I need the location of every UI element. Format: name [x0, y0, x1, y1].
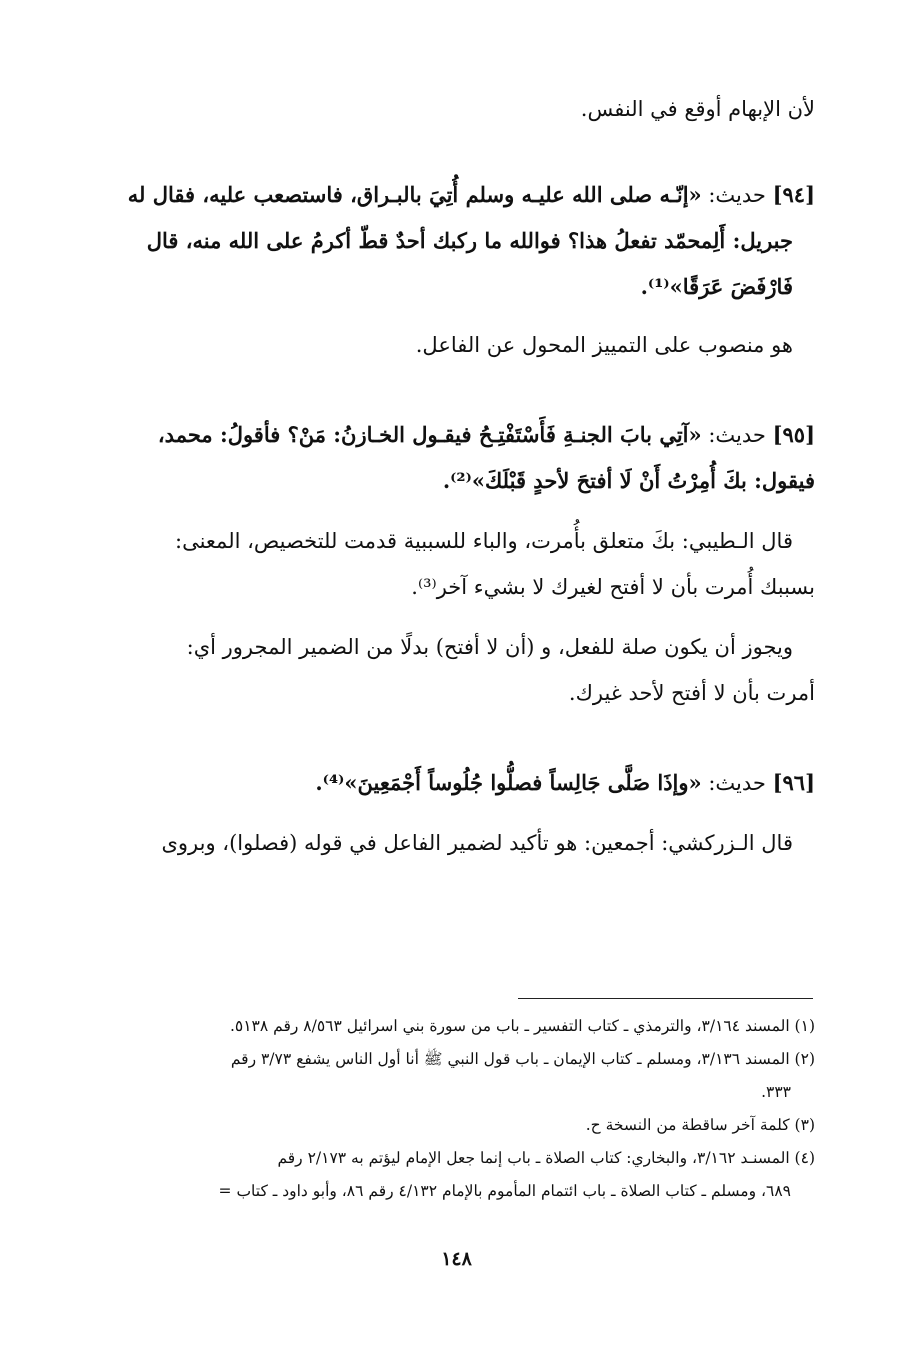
yajuz-line-2: أمرت بأن لا أفتح لأحد غيرك. — [568, 681, 815, 705]
hadith-96 — [70, 760, 815, 806]
yajuz-paragraph — [70, 624, 815, 716]
hadith-94-line-3: فَارْفَضَ عَرَقًا»⁽¹⁾. — [640, 274, 793, 299]
hadith-95 — [70, 412, 815, 504]
hadith-96-number: [٩٦] — [772, 770, 815, 795]
hadith-94-label: حديث: — [701, 183, 773, 207]
hadith-95-text: «آتِي بابَ الجنـةِ فَأَسْتَفْتِـحُ فيقـول الخـازنُ: مَنْ؟ فأقولُ: محمد، — [157, 422, 702, 447]
tibi-line-2: بسببك أُمرت بأن لا أفتح لغيرك لا بشيء آخر⁽³⁾. — [411, 575, 815, 599]
tibi-paragraph — [70, 518, 815, 610]
hadith-95-line-1 — [70, 412, 815, 458]
footnote-3: (٣) كلمة آخر ساقطة من النسخة ح. — [585, 1116, 815, 1134]
hadith-95-label: حديث: — [701, 423, 773, 447]
tibi-line-1: قال الـطيبي: بكَ متعلق بأُمرت، والباء للسببية قدمت للتخصيص، المعنى: — [175, 529, 793, 553]
hadith-94-text: «إنّـه صلى الله عليـه وسلم أُتِيَ بالبـراق، فاستصعب عليه، فقال له — [127, 182, 702, 207]
hadith-94-line-1 — [70, 172, 815, 218]
main-text — [70, 80, 815, 866]
hadith-95-line-2: فيقول: بكَ أُمِرْتُ أَنْ لَا أفتحَ لأحدٍ قَبْلَكَ»⁽²⁾. — [442, 468, 815, 493]
page-number: ١٤٨ — [441, 1248, 472, 1270]
hadith-96-line-1 — [70, 760, 815, 806]
hadith-94 — [70, 172, 815, 310]
hadith-94-number: [٩٤] — [772, 182, 815, 207]
footnote-4-line-1: (٤) المسنـد ٣/١٦٢، والبخاري: كتاب الصلاة ـ باب إنما جعل الإمام ليؤتم به ٢/١٧٣ رقم — [277, 1149, 815, 1167]
hadith-96-label: حديث: — [701, 771, 773, 795]
footnotes — [70, 1010, 815, 1208]
hadith-95-number: [٩٥] — [772, 422, 815, 447]
intro-line: لأن الإبهام أوقع في النفس. — [580, 97, 815, 121]
footnote-separator — [518, 998, 813, 999]
comment-94: هو منصوب على التمييز المحول عن الفاعل. — [415, 333, 793, 357]
zarkashi-line: قال الـزركشي: أجمعين: هو تأكيد لضمير الفاعل في قوله (فصلوا)، وبروى — [161, 831, 793, 855]
hadith-94-line-2: جبريل: أَلِمحمّد تفعلُ هذا؟ فوالله ما ركبك أحدٌ قطّ أكرمُ على الله منه، قال — [146, 228, 793, 253]
footnote-4-line-2: ٦٨٩، ومسلم ـ كتاب الصلاة ـ باب ائتمام المأموم بالإمام ٤/١٣٢ رقم ٨٦، وأبو داود ـ كتاب = — [218, 1182, 791, 1200]
footnote-2-line-2: ٣٣٣. — [761, 1083, 791, 1101]
yajuz-line-1: ويجوز أن يكون صلة للفعل، و (أن لا أفتح) بدلًا من الضمير المجرور أي: — [186, 635, 793, 659]
footnote-1: (١) المسند ٣/١٦٤، والترمذي ـ كتاب التفسير ـ باب من سورة بني اسرائيل ٨/٥٦٣ رقم ٥١٣٨. — [229, 1017, 815, 1035]
hadith-96-text: «وإذَا صَلَّى جَالِساً فصلُّوا جُلُوساً أَجْمَعِينَ»⁽⁴⁾. — [315, 770, 702, 795]
footnote-2-line-1: (٢) المسند ٣/١٣٦، ومسلم ـ كتاب الإيمان ـ باب قول النبي ﷺ أنا أول الناس يشفع ٣/٧٣ رقم — [230, 1050, 815, 1068]
